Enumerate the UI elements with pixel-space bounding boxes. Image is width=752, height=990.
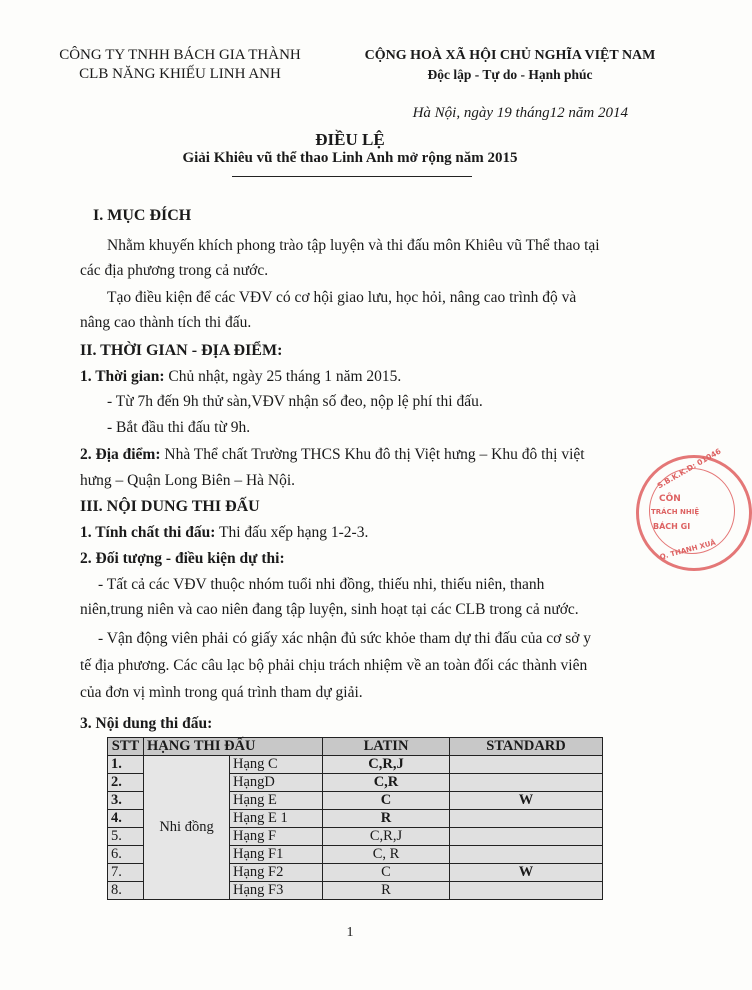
company-header xyxy=(30,46,330,84)
cell-stt: 4. xyxy=(108,810,144,828)
s2-place-label: 2. Địa điểm: xyxy=(80,446,161,463)
cell-group: Nhi đồng xyxy=(144,756,230,900)
cell-standard xyxy=(450,882,603,900)
cell-latin: R xyxy=(323,810,450,828)
cell-stt: 5. xyxy=(108,828,144,846)
cell-hang: Hạng E 1 xyxy=(230,810,323,828)
cell-stt: 1. xyxy=(108,756,144,774)
cell-hang: Hạng F3 xyxy=(230,882,323,900)
cell-standard xyxy=(450,846,603,864)
company-name: CÔNG TY TNHH BÁCH GIA THÀNH xyxy=(59,47,301,63)
s2-place xyxy=(80,446,585,464)
th-latin: LATIN xyxy=(323,738,450,756)
table-header-row xyxy=(108,738,603,756)
cell-standard: W xyxy=(450,792,603,810)
s3-target-2c: của đơn vị mình trong quá trình tham dự giải. xyxy=(80,684,363,701)
s2-time-value: Chủ nhật, ngày 25 tháng 1 năm 2015. xyxy=(164,368,402,385)
s2-bullet-2: - Bắt đầu thi đấu từ 9h. xyxy=(107,419,251,436)
th-hang: HẠNG THI ĐẤU xyxy=(144,738,323,756)
document-date: Hà Nội, ngày 19 tháng12 năm 2014 xyxy=(412,105,628,121)
cell-stt: 3. xyxy=(108,792,144,810)
title-divider xyxy=(232,176,472,177)
cell-standard xyxy=(450,774,603,792)
s2-time xyxy=(80,368,401,386)
cell-stt: 8. xyxy=(108,882,144,900)
cell-hang: Hạng C xyxy=(230,756,323,774)
nation-motto: Độc lập - Tự do - Hạnh phúc xyxy=(427,67,593,82)
seal-code: S.B.K.K.D: 01046 xyxy=(655,446,723,491)
cell-hang: Hạng E xyxy=(230,792,323,810)
s2-place-value: Nhà Thể chất Trường THCS Khu đô thị Việt hưng – Khu đô thị việt xyxy=(160,446,585,463)
nation-header xyxy=(345,46,675,84)
s1-paragraph-2b: nâng cao thành tích thi đấu. xyxy=(80,314,252,331)
document-subtitle: Giải Khiêu vũ thể thao Linh Anh mở rộng năm 2015 xyxy=(182,150,518,166)
cell-latin: C xyxy=(323,864,450,882)
seal-line-3: BÁCH GI xyxy=(653,522,691,531)
s3-target-2a: - Vận động viên phải có giấy xác nhận đủ sức khỏe tham dự thi đấu của cơ sở y xyxy=(98,630,592,647)
cell-standard xyxy=(450,828,603,846)
section-3-heading: III. NỘI DUNG THI ĐẤU xyxy=(80,498,260,515)
s3-nature xyxy=(80,524,368,542)
cell-standard xyxy=(450,810,603,828)
s1-paragraph-1b: các địa phương trong cả nước. xyxy=(80,262,269,279)
cell-standard: W xyxy=(450,864,603,882)
cell-latin: C xyxy=(323,792,450,810)
s1-paragraph-1a: Nhằm khuyến khích phong trào tập luyện và thi đấu môn Khiêu vũ Thể thao tại xyxy=(107,237,600,254)
cell-hang: Hạng F xyxy=(230,828,323,846)
s2-place-2: hưng – Quận Long Biên – Hà Nội. xyxy=(80,472,296,489)
cell-stt: 7. xyxy=(108,864,144,882)
s3-content-label: 3. Nội dung thi đấu: xyxy=(80,715,213,732)
seal-line-1: CÔN xyxy=(659,494,681,504)
s2-bullet-1: - Từ 7h đến 9h thử sàn,VĐV nhận số đeo, nộp lệ phí thi đấu. xyxy=(107,393,483,410)
cell-latin: C,R,J xyxy=(323,828,450,846)
section-2-heading: II. THỜI GIAN - ĐỊA ĐIỂM: xyxy=(80,342,283,359)
cell-stt: 2. xyxy=(108,774,144,792)
s2-time-label: 1. Thời gian: xyxy=(80,368,165,385)
cell-hang: Hạng F2 xyxy=(230,864,323,882)
cell-standard xyxy=(450,756,603,774)
s1-paragraph-2a: Tạo điều kiện để các VĐV có cơ hội giao lưu, học hỏi, nâng cao trình độ và xyxy=(107,289,577,306)
cell-latin: C,R,J xyxy=(323,756,450,774)
s3-target-2b: tế địa phương. Các câu lạc bộ phải chịu trách nhiệm về an toàn đối các thành viên xyxy=(80,657,588,674)
cell-hang: HạngD xyxy=(230,774,323,792)
th-standard: STANDARD xyxy=(450,738,603,756)
s3-target-label: 2. Đối tượng - điều kiện dự thi: xyxy=(80,550,285,567)
cell-stt: 6. xyxy=(108,846,144,864)
club-name: CLB NĂNG KHIẾU LINH ANH xyxy=(79,66,281,82)
seal-line-4: Q. THANH XUÂ xyxy=(658,538,717,562)
section-1-heading: I. MỤC ĐÍCH xyxy=(93,207,192,224)
cell-latin: R xyxy=(323,882,450,900)
s3-target-1b: niên,trung niên và cao niên đang tập luyện, sinh hoạt tại các CLB trong cả nước. xyxy=(80,601,579,618)
cell-latin: C, R xyxy=(323,846,450,864)
nation-name: CỘNG HOÀ XÃ HỘI CHỦ NGHĨA VIỆT NAM xyxy=(364,48,656,63)
table-row xyxy=(108,756,603,774)
document-title: ĐIỀU LỆ xyxy=(315,130,385,149)
competition-table xyxy=(107,737,603,900)
s3-nature-value: Thi đấu xếp hạng 1-2-3. xyxy=(215,524,369,541)
cell-latin: C,R xyxy=(323,774,450,792)
red-seal-stamp xyxy=(636,446,752,571)
th-stt: STT xyxy=(108,738,144,756)
seal-line-2: TRÁCH NHIỆ xyxy=(651,508,700,516)
page-number: 1 xyxy=(346,925,354,940)
s3-nature-label: 1. Tính chất thi đấu: xyxy=(80,524,216,541)
s3-target-1a: - Tất cả các VĐV thuộc nhóm tuổi nhi đồng, thiếu nhi, thiếu niên, thanh xyxy=(98,576,545,593)
cell-hang: Hạng F1 xyxy=(230,846,323,864)
